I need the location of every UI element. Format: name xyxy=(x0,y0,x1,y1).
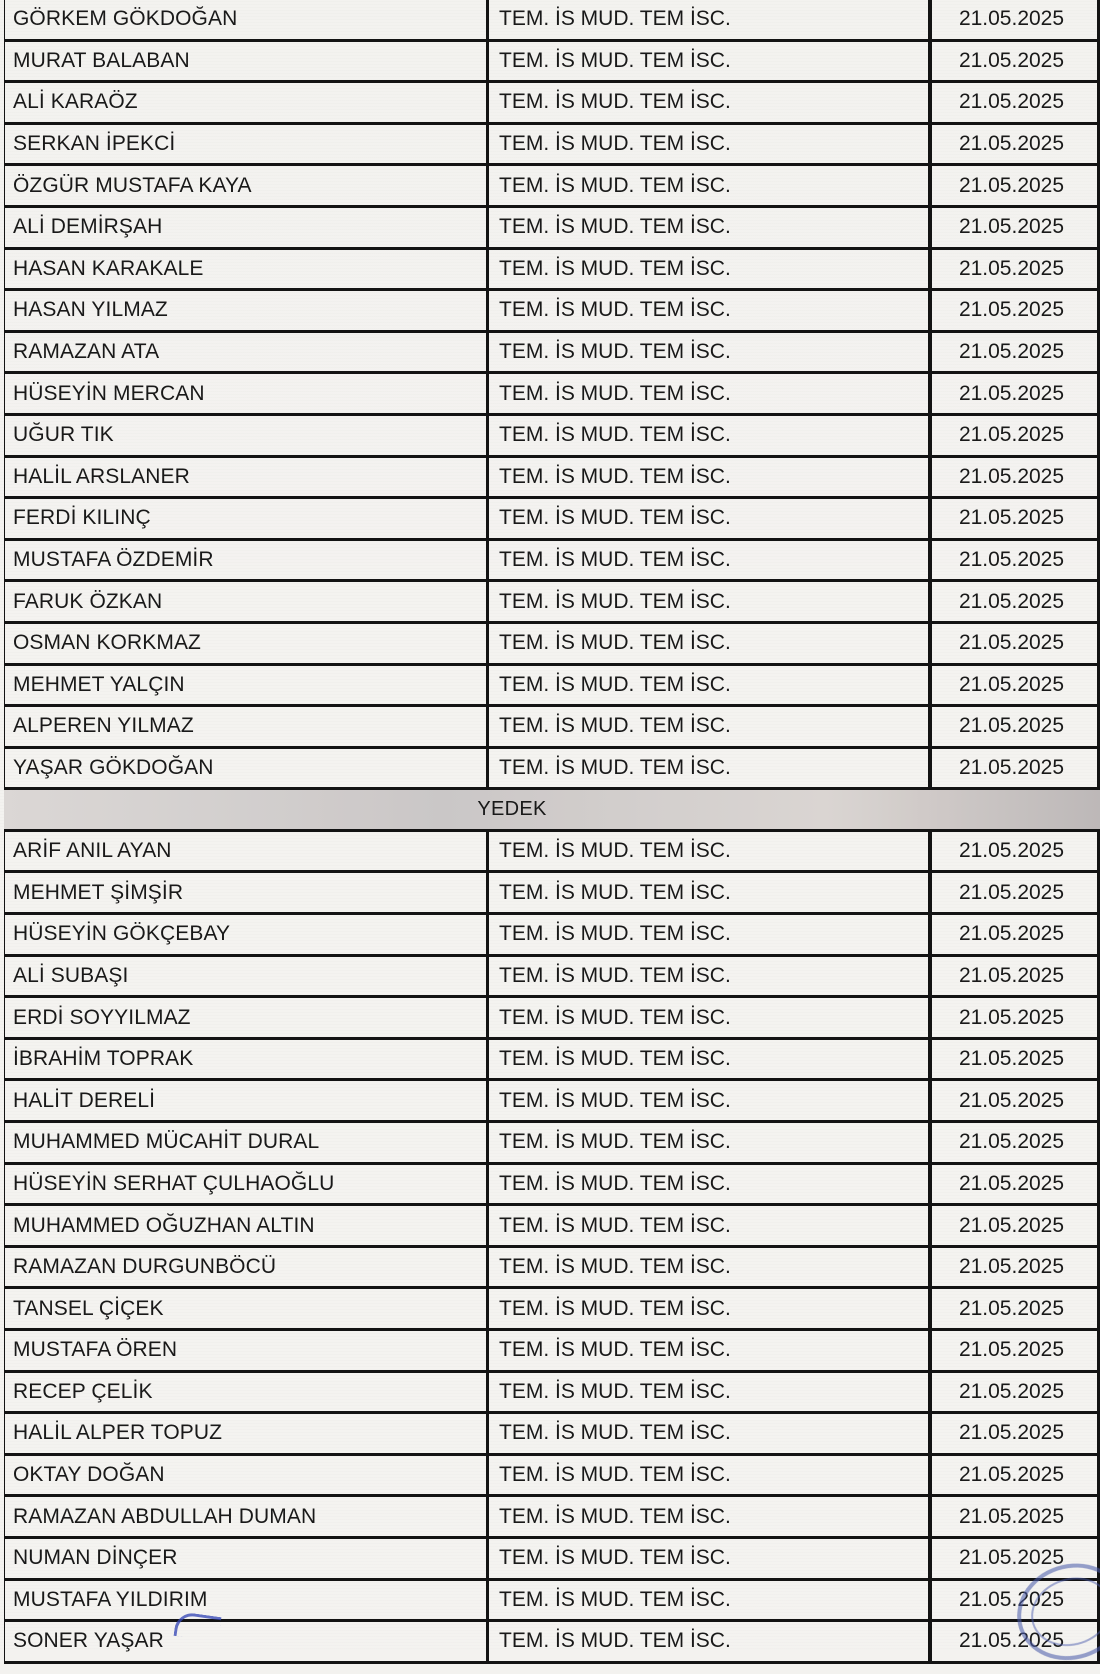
assignment-date: 21.05.2025 xyxy=(932,125,1100,164)
assignment-date: 21.05.2025 xyxy=(932,1040,1100,1079)
assignment-date: 21.05.2025 xyxy=(932,250,1100,289)
assignment-role: TEM. İS MUD. TEM İSC. xyxy=(486,1331,932,1370)
person-name: HASAN KARAKALE xyxy=(4,250,486,289)
table-row xyxy=(4,458,1100,500)
table-row xyxy=(4,166,1100,208)
person-name: MEHMET ŞİMŞİR xyxy=(4,873,486,912)
table-row xyxy=(4,1581,1100,1623)
assignment-date: 21.05.2025 xyxy=(932,291,1100,330)
person-name: ALİ KARAÖZ xyxy=(4,83,486,122)
assignment-date: 21.05.2025 xyxy=(932,1248,1100,1287)
reserve-section-label: YEDEK xyxy=(477,798,547,821)
table-row xyxy=(4,1622,1100,1664)
assignment-date: 21.05.2025 xyxy=(932,1622,1100,1661)
table-row xyxy=(4,1206,1100,1248)
table-row xyxy=(4,333,1100,375)
person-name: RECEP ÇELİK xyxy=(4,1373,486,1412)
assignment-date: 21.05.2025 xyxy=(932,666,1100,705)
person-name: HALİL ARSLANER xyxy=(4,458,486,497)
person-name: TANSEL ÇİÇEK xyxy=(4,1289,486,1328)
person-name: FERDİ KILINÇ xyxy=(4,499,486,538)
assignment-role: TEM. İS MUD. TEM İSC. xyxy=(486,998,932,1037)
table-row xyxy=(4,42,1100,84)
assignment-role: TEM. İS MUD. TEM İSC. xyxy=(486,1414,932,1453)
person-name: MEHMET YALÇIN xyxy=(4,666,486,705)
assignment-date: 21.05.2025 xyxy=(932,915,1100,954)
person-name: HALİL ALPER TOPUZ xyxy=(4,1414,486,1453)
assignment-date: 21.05.2025 xyxy=(932,1581,1100,1620)
assignment-role: TEM. İS MUD. TEM İSC. xyxy=(486,832,932,871)
assignment-role: TEM. İS MUD. TEM İSC. xyxy=(486,1123,932,1162)
person-name: ALPEREN YILMAZ xyxy=(4,707,486,746)
assignment-role: TEM. İS MUD. TEM İSC. xyxy=(486,1373,932,1412)
person-name: OSMAN KORKMAZ xyxy=(4,624,486,663)
assignment-role: TEM. İS MUD. TEM İSC. xyxy=(486,915,932,954)
assignment-date: 21.05.2025 xyxy=(932,1081,1100,1120)
assignment-date: 21.05.2025 xyxy=(932,541,1100,580)
primary-personnel-section xyxy=(4,0,1100,790)
assignment-date: 21.05.2025 xyxy=(932,166,1100,205)
table-row xyxy=(4,541,1100,583)
assignment-date: 21.05.2025 xyxy=(932,832,1100,871)
assignment-date: 21.05.2025 xyxy=(932,873,1100,912)
person-name: MUSTAFA YILDIRIM xyxy=(4,1581,486,1620)
assignment-role: TEM. İS MUD. TEM İSC. xyxy=(486,707,932,746)
table-row xyxy=(4,998,1100,1040)
table-row xyxy=(4,250,1100,292)
assignment-date: 21.05.2025 xyxy=(932,624,1100,663)
assignment-date: 21.05.2025 xyxy=(932,83,1100,122)
assignment-role: TEM. İS MUD. TEM İSC. xyxy=(486,1040,932,1079)
assignment-date: 21.05.2025 xyxy=(932,42,1100,81)
assignment-role: TEM. İS MUD. TEM İSC. xyxy=(486,1581,932,1620)
assignment-role: TEM. İS MUD. TEM İSC. xyxy=(486,582,932,621)
table-row xyxy=(4,1081,1100,1123)
table-row xyxy=(4,1373,1100,1415)
assignment-date: 21.05.2025 xyxy=(932,1165,1100,1204)
table-row xyxy=(4,374,1100,416)
table-row xyxy=(4,666,1100,708)
assignment-role: TEM. İS MUD. TEM İSC. xyxy=(486,0,932,39)
assignment-date: 21.05.2025 xyxy=(932,333,1100,372)
person-name: RAMAZAN ATA xyxy=(4,333,486,372)
assignment-role: TEM. İS MUD. TEM İSC. xyxy=(486,1497,932,1536)
table-row xyxy=(4,1040,1100,1082)
person-name: MUSTAFA ÖZDEMİR xyxy=(4,541,486,580)
table-row xyxy=(4,416,1100,458)
person-name: SERKAN İPEKCİ xyxy=(4,125,486,164)
table-row xyxy=(4,1456,1100,1498)
person-name: MUSTAFA ÖREN xyxy=(4,1331,486,1370)
table-row xyxy=(4,1289,1100,1331)
person-name: SONER YAŞAR xyxy=(4,1622,486,1661)
person-name: UĞUR TIK xyxy=(4,416,486,455)
person-name: ALİ SUBAŞI xyxy=(4,957,486,996)
table-row xyxy=(4,915,1100,957)
person-name: RAMAZAN ABDULLAH DUMAN xyxy=(4,1497,486,1536)
table-row xyxy=(4,749,1100,791)
assignment-date: 21.05.2025 xyxy=(932,499,1100,538)
person-name: FARUK ÖZKAN xyxy=(4,582,486,621)
assignment-role: TEM. İS MUD. TEM İSC. xyxy=(486,291,932,330)
table-row xyxy=(4,707,1100,749)
assignment-date: 21.05.2025 xyxy=(932,1331,1100,1370)
assignment-role: TEM. İS MUD. TEM İSC. xyxy=(486,1456,932,1495)
person-name: MURAT BALABAN xyxy=(4,42,486,81)
person-name: HÜSEYİN SERHAT ÇULHAOĞLU xyxy=(4,1165,486,1204)
assignment-date: 21.05.2025 xyxy=(932,1289,1100,1328)
assignment-date: 21.05.2025 xyxy=(932,458,1100,497)
assignment-date: 21.05.2025 xyxy=(932,0,1100,39)
assignment-date: 21.05.2025 xyxy=(932,749,1100,788)
assignment-role: TEM. İS MUD. TEM İSC. xyxy=(486,1622,932,1661)
assignment-role: TEM. İS MUD. TEM İSC. xyxy=(486,666,932,705)
assignment-date: 21.05.2025 xyxy=(932,1456,1100,1495)
assignment-role: TEM. İS MUD. TEM İSC. xyxy=(486,1539,932,1578)
table-row xyxy=(4,125,1100,167)
assignment-role: TEM. İS MUD. TEM İSC. xyxy=(486,250,932,289)
assignment-date: 21.05.2025 xyxy=(932,1539,1100,1578)
table-row xyxy=(4,0,1100,42)
assignment-role: TEM. İS MUD. TEM İSC. xyxy=(486,957,932,996)
table-row xyxy=(4,1331,1100,1373)
assignment-role: TEM. İS MUD. TEM İSC. xyxy=(486,208,932,247)
table-row xyxy=(4,83,1100,125)
assignment-date: 21.05.2025 xyxy=(932,957,1100,996)
person-name: RAMAZAN DURGUNBÖCÜ xyxy=(4,1248,486,1287)
table-row xyxy=(4,873,1100,915)
table-row xyxy=(4,832,1100,874)
assignment-date: 21.05.2025 xyxy=(932,707,1100,746)
person-name: ALİ DEMİRŞAH xyxy=(4,208,486,247)
person-name: HÜSEYİN GÖKÇEBAY xyxy=(4,915,486,954)
person-name: GÖRKEM GÖKDOĞAN xyxy=(4,0,486,39)
table-row xyxy=(4,624,1100,666)
assignment-date: 21.05.2025 xyxy=(932,998,1100,1037)
person-name: MUHAMMED OĞUZHAN ALTIN xyxy=(4,1206,486,1245)
assignment-date: 21.05.2025 xyxy=(932,374,1100,413)
table-row xyxy=(4,291,1100,333)
person-name: NUMAN DİNÇER xyxy=(4,1539,486,1578)
assignment-role: TEM. İS MUD. TEM İSC. xyxy=(486,83,932,122)
table-row xyxy=(4,208,1100,250)
assignment-role: TEM. İS MUD. TEM İSC. xyxy=(486,166,932,205)
assignment-date: 21.05.2025 xyxy=(932,1414,1100,1453)
table-row xyxy=(4,1539,1100,1581)
assignment-date: 21.05.2025 xyxy=(932,208,1100,247)
assignment-role: TEM. İS MUD. TEM İSC. xyxy=(486,1165,932,1204)
person-name: HASAN YILMAZ xyxy=(4,291,486,330)
assignment-role: TEM. İS MUD. TEM İSC. xyxy=(486,1081,932,1120)
assignment-role: TEM. İS MUD. TEM İSC. xyxy=(486,873,932,912)
reserve-personnel-section xyxy=(4,832,1100,1664)
person-name: MUHAMMED MÜCAHİT DURAL xyxy=(4,1123,486,1162)
table-row xyxy=(4,1165,1100,1207)
assignment-role: TEM. İS MUD. TEM İSC. xyxy=(486,624,932,663)
assignment-date: 21.05.2025 xyxy=(932,1497,1100,1536)
assignment-role: TEM. İS MUD. TEM İSC. xyxy=(486,374,932,413)
assignment-role: TEM. İS MUD. TEM İSC. xyxy=(486,749,932,788)
assignment-role: TEM. İS MUD. TEM İSC. xyxy=(486,1206,932,1245)
assignment-role: TEM. İS MUD. TEM İSC. xyxy=(486,42,932,81)
table-row xyxy=(4,499,1100,541)
assignment-date: 21.05.2025 xyxy=(932,1373,1100,1412)
table-row xyxy=(4,1248,1100,1290)
assignment-role: TEM. İS MUD. TEM İSC. xyxy=(486,416,932,455)
table-row xyxy=(4,582,1100,624)
assignment-role: TEM. İS MUD. TEM İSC. xyxy=(486,125,932,164)
person-name: ERDİ SOYYILMAZ xyxy=(4,998,486,1037)
table-row xyxy=(4,1123,1100,1165)
assignment-role: TEM. İS MUD. TEM İSC. xyxy=(486,499,932,538)
person-name: HÜSEYİN MERCAN xyxy=(4,374,486,413)
assignment-role: TEM. İS MUD. TEM İSC. xyxy=(486,1289,932,1328)
person-name: ÖZGÜR MUSTAFA KAYA xyxy=(4,166,486,205)
table-row xyxy=(4,1414,1100,1456)
person-name: YAŞAR GÖKDOĞAN xyxy=(4,749,486,788)
assignment-role: TEM. İS MUD. TEM İSC. xyxy=(486,333,932,372)
assignment-date: 21.05.2025 xyxy=(932,1206,1100,1245)
person-name: HALİT DERELİ xyxy=(4,1081,486,1120)
table-row xyxy=(4,957,1100,999)
assignment-date: 21.05.2025 xyxy=(932,582,1100,621)
reserve-section-header xyxy=(4,790,1100,832)
person-name: OKTAY DOĞAN xyxy=(4,1456,486,1495)
personnel-table xyxy=(4,0,1100,1664)
assignment-date: 21.05.2025 xyxy=(932,416,1100,455)
assignment-role: TEM. İS MUD. TEM İSC. xyxy=(486,458,932,497)
table-row xyxy=(4,1497,1100,1539)
assignment-role: TEM. İS MUD. TEM İSC. xyxy=(486,1248,932,1287)
person-name: ARİF ANIL AYAN xyxy=(4,832,486,871)
assignment-role: TEM. İS MUD. TEM İSC. xyxy=(486,541,932,580)
assignment-date: 21.05.2025 xyxy=(932,1123,1100,1162)
person-name: İBRAHİM TOPRAK xyxy=(4,1040,486,1079)
